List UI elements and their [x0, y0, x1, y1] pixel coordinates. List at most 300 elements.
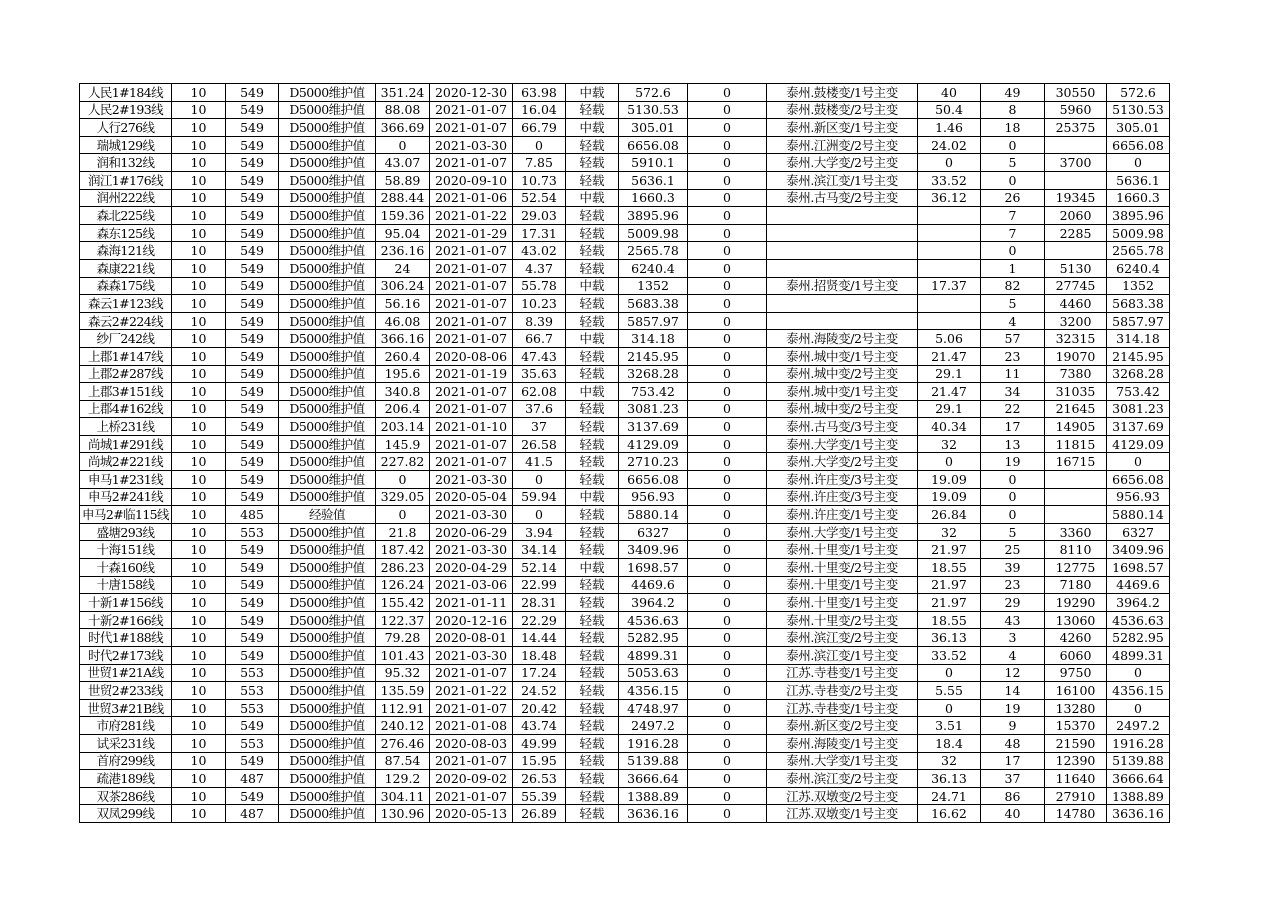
cell-main-transformer: 泰州.十里变/1号主变	[767, 576, 918, 594]
cell-available-capacity: 2497.2	[619, 717, 688, 735]
cell-value-zero: 0	[688, 770, 767, 788]
cell-record-date: 2021-01-07	[430, 259, 513, 277]
cell-value-zero: 0	[688, 347, 767, 365]
cell-value-zero: 0	[688, 682, 767, 700]
cell-transformer-rate: 17.37	[918, 277, 981, 295]
cell-rated-current: 549	[226, 207, 279, 225]
cell-available-capacity: 5139.88	[619, 752, 688, 770]
cell-load-rate: 0	[513, 471, 566, 489]
cell-user-count: 86	[981, 787, 1045, 805]
table-row	[80, 435, 1170, 453]
cell-line-name: 十新2#166线	[80, 611, 172, 629]
cell-rated-current: 549	[226, 154, 279, 172]
cell-load-status: 轻载	[566, 347, 619, 365]
cell-load-current: 206.4	[376, 400, 430, 418]
cell-transformer-rate: 36.13	[918, 770, 981, 788]
cell-load-status: 轻载	[566, 435, 619, 453]
cell-line-name: 人民1#184线	[80, 84, 172, 102]
cell-available-capacity: 4356.15	[619, 682, 688, 700]
cell-line-name: 纱厂242线	[80, 330, 172, 348]
cell-remaining-capacity: 3268.28	[1107, 365, 1170, 383]
cell-data-source: D5000维护值	[279, 242, 376, 260]
cell-remaining-capacity: 5880.14	[1107, 506, 1170, 524]
cell-transformer-rate: 18.4	[918, 734, 981, 752]
cell-user-count: 57	[981, 330, 1045, 348]
cell-load-current: 366.16	[376, 330, 430, 348]
cell-user-count: 5	[981, 295, 1045, 313]
cell-load-status: 轻载	[566, 611, 619, 629]
cell-capacity: 5130	[1045, 259, 1107, 277]
cell-load-current: 340.8	[376, 383, 430, 401]
cell-record-date: 2021-01-07	[430, 312, 513, 330]
cell-rated-current: 553	[226, 699, 279, 717]
cell-load-current: 101.43	[376, 647, 430, 665]
cell-load-status: 轻载	[566, 541, 619, 559]
cell-rated-current: 549	[226, 647, 279, 665]
cell-line-name: 森东125线	[80, 224, 172, 242]
cell-transformer-rate: 40.34	[918, 418, 981, 436]
cell-remaining-capacity: 3636.16	[1107, 805, 1170, 823]
cell-capacity: 25375	[1045, 119, 1107, 137]
cell-user-count: 23	[981, 576, 1045, 594]
cell-data-source: D5000维护值	[279, 259, 376, 277]
table-row	[80, 717, 1170, 735]
cell-load-rate: 59.94	[513, 488, 566, 506]
cell-main-transformer	[767, 224, 918, 242]
cell-available-capacity: 2145.95	[619, 347, 688, 365]
cell-main-transformer: 泰州.城中变/2号主变	[767, 365, 918, 383]
cell-load-status: 轻载	[566, 770, 619, 788]
cell-record-date: 2020-08-03	[430, 734, 513, 752]
cell-available-capacity: 4469.6	[619, 576, 688, 594]
cell-load-current: 43.07	[376, 154, 430, 172]
cell-record-date: 2021-03-30	[430, 471, 513, 489]
cell-load-rate: 49.99	[513, 734, 566, 752]
cell-voltage: 10	[172, 365, 226, 383]
cell-line-name: 十森160线	[80, 559, 172, 577]
cell-record-date: 2021-03-30	[430, 647, 513, 665]
cell-line-name: 时代1#188线	[80, 629, 172, 647]
cell-load-rate: 66.79	[513, 119, 566, 137]
cell-remaining-capacity: 305.01	[1107, 119, 1170, 137]
cell-rated-current: 549	[226, 119, 279, 137]
cell-record-date: 2021-01-07	[430, 101, 513, 119]
cell-available-capacity: 5636.1	[619, 171, 688, 189]
cell-load-rate: 0	[513, 136, 566, 154]
cell-line-name: 十唐158线	[80, 576, 172, 594]
cell-remaining-capacity: 6240.4	[1107, 259, 1170, 277]
cell-main-transformer: 江苏.双墩变/2号主变	[767, 787, 918, 805]
cell-available-capacity: 3081.23	[619, 400, 688, 418]
cell-value-zero: 0	[688, 611, 767, 629]
cell-load-rate: 35.63	[513, 365, 566, 383]
cell-load-status: 中载	[566, 189, 619, 207]
cell-user-count: 82	[981, 277, 1045, 295]
cell-load-current: 130.96	[376, 805, 430, 823]
cell-load-current: 366.69	[376, 119, 430, 137]
cell-load-current: 203.14	[376, 418, 430, 436]
cell-voltage: 10	[172, 541, 226, 559]
cell-available-capacity: 753.42	[619, 383, 688, 401]
cell-rated-current: 549	[226, 189, 279, 207]
cell-record-date: 2021-03-06	[430, 576, 513, 594]
cell-value-zero: 0	[688, 242, 767, 260]
cell-rated-current: 549	[226, 171, 279, 189]
cell-voltage: 10	[172, 277, 226, 295]
cell-capacity: 31035	[1045, 383, 1107, 401]
cell-remaining-capacity: 5636.1	[1107, 171, 1170, 189]
cell-load-status: 中载	[566, 84, 619, 102]
cell-voltage: 10	[172, 242, 226, 260]
cell-data-source: 经验值	[279, 506, 376, 524]
cell-user-count: 8	[981, 101, 1045, 119]
cell-transformer-rate: 21.97	[918, 541, 981, 559]
cell-load-rate: 10.73	[513, 171, 566, 189]
table-row	[80, 752, 1170, 770]
cell-available-capacity: 305.01	[619, 119, 688, 137]
cell-record-date: 2021-01-07	[430, 699, 513, 717]
cell-data-source: D5000维护值	[279, 207, 376, 225]
cell-main-transformer: 泰州.新区变/1号主变	[767, 119, 918, 137]
cell-user-count: 13	[981, 435, 1045, 453]
cell-load-rate: 22.99	[513, 576, 566, 594]
table-row	[80, 84, 1170, 102]
cell-line-name: 森北225线	[80, 207, 172, 225]
cell-line-name: 十海151线	[80, 541, 172, 559]
cell-line-name: 市府281线	[80, 717, 172, 735]
cell-capacity: 2060	[1045, 207, 1107, 225]
cell-record-date: 2021-01-22	[430, 207, 513, 225]
cell-available-capacity: 5683.38	[619, 295, 688, 313]
cell-user-count: 11	[981, 365, 1045, 383]
table-row	[80, 207, 1170, 225]
cell-value-zero: 0	[688, 453, 767, 471]
cell-line-name: 森康221线	[80, 259, 172, 277]
cell-remaining-capacity: 314.18	[1107, 330, 1170, 348]
cell-user-count: 7	[981, 224, 1045, 242]
cell-load-rate: 55.78	[513, 277, 566, 295]
cell-voltage: 10	[172, 400, 226, 418]
cell-data-source: D5000维护值	[279, 523, 376, 541]
cell-load-status: 轻载	[566, 101, 619, 119]
cell-user-count: 3	[981, 629, 1045, 647]
table-row	[80, 506, 1170, 524]
cell-user-count: 0	[981, 171, 1045, 189]
cell-data-source: D5000维护值	[279, 171, 376, 189]
cell-record-date: 2021-01-07	[430, 277, 513, 295]
cell-line-name: 试采231线	[80, 734, 172, 752]
cell-rated-current: 553	[226, 734, 279, 752]
cell-available-capacity: 3895.96	[619, 207, 688, 225]
cell-data-source: D5000维护值	[279, 154, 376, 172]
cell-line-name: 申马1#231线	[80, 471, 172, 489]
cell-capacity: 21590	[1045, 734, 1107, 752]
table-body	[80, 84, 1170, 823]
cell-load-rate: 10.23	[513, 295, 566, 313]
cell-record-date: 2021-03-30	[430, 541, 513, 559]
cell-capacity: 2285	[1045, 224, 1107, 242]
cell-load-status: 中载	[566, 119, 619, 137]
cell-load-status: 轻载	[566, 224, 619, 242]
cell-load-current: 122.37	[376, 611, 430, 629]
cell-capacity: 8110	[1045, 541, 1107, 559]
cell-capacity: 3360	[1045, 523, 1107, 541]
cell-available-capacity: 314.18	[619, 330, 688, 348]
cell-main-transformer: 泰州.许庄变/3号主变	[767, 488, 918, 506]
cell-load-status: 中载	[566, 559, 619, 577]
cell-rated-current: 549	[226, 594, 279, 612]
cell-load-current: 155.42	[376, 594, 430, 612]
cell-data-source: D5000维护值	[279, 717, 376, 735]
cell-main-transformer: 泰州.滨江变/2号主变	[767, 629, 918, 647]
cell-load-status: 轻载	[566, 805, 619, 823]
cell-remaining-capacity: 5009.98	[1107, 224, 1170, 242]
cell-capacity: 21645	[1045, 400, 1107, 418]
cell-load-current: 260.4	[376, 347, 430, 365]
cell-available-capacity: 1352	[619, 277, 688, 295]
cell-available-capacity: 3666.64	[619, 770, 688, 788]
cell-remaining-capacity: 2497.2	[1107, 717, 1170, 735]
cell-main-transformer: 泰州.大学变/1号主变	[767, 435, 918, 453]
cell-line-name: 十新1#156线	[80, 594, 172, 612]
cell-data-source: D5000维护值	[279, 453, 376, 471]
cell-load-rate: 52.54	[513, 189, 566, 207]
cell-available-capacity: 4129.09	[619, 435, 688, 453]
cell-voltage: 10	[172, 717, 226, 735]
cell-rated-current: 549	[226, 418, 279, 436]
cell-load-status: 轻载	[566, 154, 619, 172]
cell-value-zero: 0	[688, 383, 767, 401]
cell-load-rate: 22.29	[513, 611, 566, 629]
cell-available-capacity: 3409.96	[619, 541, 688, 559]
cell-capacity: 30550	[1045, 84, 1107, 102]
cell-transformer-rate: 0	[918, 154, 981, 172]
cell-voltage: 10	[172, 471, 226, 489]
cell-main-transformer: 泰州.十里变/1号主变	[767, 541, 918, 559]
cell-user-count: 0	[981, 471, 1045, 489]
cell-load-current: 0	[376, 136, 430, 154]
cell-line-name: 上郡2#287线	[80, 365, 172, 383]
cell-data-source: D5000维护值	[279, 119, 376, 137]
table-row	[80, 453, 1170, 471]
cell-capacity: 13060	[1045, 611, 1107, 629]
cell-load-rate: 52.14	[513, 559, 566, 577]
cell-main-transformer: 泰州.滨江变/1号主变	[767, 171, 918, 189]
cell-value-zero: 0	[688, 330, 767, 348]
cell-line-name: 申马2#241线	[80, 488, 172, 506]
cell-voltage: 10	[172, 418, 226, 436]
cell-main-transformer	[767, 312, 918, 330]
cell-user-count: 43	[981, 611, 1045, 629]
cell-record-date: 2021-01-07	[430, 242, 513, 260]
cell-line-name: 双凤299线	[80, 805, 172, 823]
cell-voltage: 10	[172, 136, 226, 154]
table-row	[80, 471, 1170, 489]
cell-load-rate: 29.03	[513, 207, 566, 225]
cell-transformer-rate: 24.02	[918, 136, 981, 154]
cell-remaining-capacity: 3666.64	[1107, 770, 1170, 788]
cell-available-capacity: 5282.95	[619, 629, 688, 647]
cell-main-transformer: 江苏.寺巷变/2号主变	[767, 682, 918, 700]
cell-main-transformer: 泰州.海陵变/2号主变	[767, 330, 918, 348]
cell-capacity	[1045, 242, 1107, 260]
cell-record-date: 2021-01-07	[430, 295, 513, 313]
table-row	[80, 101, 1170, 119]
cell-voltage: 10	[172, 682, 226, 700]
cell-transformer-rate: 26.84	[918, 506, 981, 524]
cell-record-date: 2020-08-01	[430, 629, 513, 647]
cell-transformer-rate: 18.55	[918, 559, 981, 577]
cell-load-rate: 55.39	[513, 787, 566, 805]
cell-rated-current: 549	[226, 365, 279, 383]
cell-capacity: 27745	[1045, 277, 1107, 295]
cell-transformer-rate: 21.47	[918, 347, 981, 365]
cell-capacity	[1045, 171, 1107, 189]
cell-voltage: 10	[172, 506, 226, 524]
table-row	[80, 189, 1170, 207]
cell-line-name: 世贸2#233线	[80, 682, 172, 700]
cell-rated-current: 549	[226, 330, 279, 348]
cell-data-source: D5000维护值	[279, 611, 376, 629]
cell-voltage: 10	[172, 629, 226, 647]
cell-line-name: 申马2#临115线	[80, 506, 172, 524]
cell-value-zero: 0	[688, 295, 767, 313]
cell-capacity: 19345	[1045, 189, 1107, 207]
cell-data-source: D5000维护值	[279, 101, 376, 119]
cell-load-rate: 62.08	[513, 383, 566, 401]
cell-load-status: 轻载	[566, 699, 619, 717]
table-row	[80, 559, 1170, 577]
cell-remaining-capacity: 1916.28	[1107, 734, 1170, 752]
cell-value-zero: 0	[688, 787, 767, 805]
cell-load-current: 56.16	[376, 295, 430, 313]
cell-record-date: 2020-04-29	[430, 559, 513, 577]
cell-remaining-capacity: 3964.2	[1107, 594, 1170, 612]
table-row	[80, 418, 1170, 436]
cell-load-rate: 4.37	[513, 259, 566, 277]
cell-line-name: 双茶286线	[80, 787, 172, 805]
cell-load-status: 轻载	[566, 259, 619, 277]
cell-available-capacity: 4899.31	[619, 647, 688, 665]
cell-remaining-capacity: 4129.09	[1107, 435, 1170, 453]
cell-main-transformer	[767, 295, 918, 313]
cell-value-zero: 0	[688, 594, 767, 612]
cell-transformer-rate: 36.12	[918, 189, 981, 207]
cell-user-count: 19	[981, 453, 1045, 471]
cell-capacity: 12390	[1045, 752, 1107, 770]
cell-load-status: 轻载	[566, 171, 619, 189]
cell-record-date: 2020-12-30	[430, 84, 513, 102]
cell-remaining-capacity: 3409.96	[1107, 541, 1170, 559]
cell-remaining-capacity: 3137.69	[1107, 418, 1170, 436]
cell-load-current: 79.28	[376, 629, 430, 647]
cell-transformer-rate: 29.1	[918, 365, 981, 383]
cell-voltage: 10	[172, 523, 226, 541]
cell-rated-current: 487	[226, 805, 279, 823]
cell-transformer-rate: 21.47	[918, 383, 981, 401]
table-row	[80, 224, 1170, 242]
cell-load-current: 126.24	[376, 576, 430, 594]
cell-transformer-rate	[918, 242, 981, 260]
cell-value-zero: 0	[688, 559, 767, 577]
cell-load-rate: 20.42	[513, 699, 566, 717]
cell-load-status: 轻载	[566, 418, 619, 436]
cell-voltage: 10	[172, 664, 226, 682]
cell-user-count: 26	[981, 189, 1045, 207]
cell-load-current: 88.08	[376, 101, 430, 119]
cell-rated-current: 549	[226, 295, 279, 313]
cell-rated-current: 549	[226, 277, 279, 295]
cell-voltage: 10	[172, 330, 226, 348]
cell-load-status: 轻载	[566, 400, 619, 418]
cell-capacity: 9750	[1045, 664, 1107, 682]
cell-line-name: 润江1#176线	[80, 171, 172, 189]
cell-value-zero: 0	[688, 435, 767, 453]
cell-user-count: 5	[981, 154, 1045, 172]
cell-available-capacity: 4748.97	[619, 699, 688, 717]
cell-rated-current: 549	[226, 400, 279, 418]
cell-line-name: 森云2#224线	[80, 312, 172, 330]
cell-load-status: 轻载	[566, 752, 619, 770]
cell-voltage: 10	[172, 259, 226, 277]
cell-value-zero: 0	[688, 647, 767, 665]
cell-main-transformer: 泰州.招贤变/1号主变	[767, 277, 918, 295]
cell-load-rate: 63.98	[513, 84, 566, 102]
cell-value-zero: 0	[688, 224, 767, 242]
cell-main-transformer: 江苏.双墩变/1号主变	[767, 805, 918, 823]
cell-remaining-capacity: 5683.38	[1107, 295, 1170, 313]
cell-line-name: 上郡1#147线	[80, 347, 172, 365]
cell-load-current: 129.2	[376, 770, 430, 788]
cell-main-transformer: 泰州.古马变/2号主变	[767, 189, 918, 207]
cell-capacity: 19070	[1045, 347, 1107, 365]
table-row	[80, 119, 1170, 137]
cell-load-status: 轻载	[566, 365, 619, 383]
cell-data-source: D5000维护值	[279, 664, 376, 682]
cell-record-date: 2021-01-07	[430, 154, 513, 172]
cell-voltage: 10	[172, 699, 226, 717]
cell-available-capacity: 2565.78	[619, 242, 688, 260]
cell-rated-current: 549	[226, 471, 279, 489]
cell-load-rate: 14.44	[513, 629, 566, 647]
cell-value-zero: 0	[688, 541, 767, 559]
cell-data-source: D5000维护值	[279, 752, 376, 770]
cell-line-name: 疏港189线	[80, 770, 172, 788]
cell-user-count: 37	[981, 770, 1045, 788]
cell-rated-current: 549	[226, 312, 279, 330]
cell-data-source: D5000维护值	[279, 734, 376, 752]
cell-user-count: 34	[981, 383, 1045, 401]
cell-voltage: 10	[172, 559, 226, 577]
cell-transformer-rate: 21.97	[918, 576, 981, 594]
cell-line-name: 人行276线	[80, 119, 172, 137]
cell-record-date: 2021-01-10	[430, 418, 513, 436]
cell-load-current: 21.8	[376, 523, 430, 541]
cell-voltage: 10	[172, 576, 226, 594]
table-row	[80, 523, 1170, 541]
cell-load-current: 351.24	[376, 84, 430, 102]
cell-transformer-rate: 32	[918, 435, 981, 453]
cell-remaining-capacity: 1388.89	[1107, 787, 1170, 805]
cell-data-source: D5000维护值	[279, 295, 376, 313]
cell-value-zero: 0	[688, 523, 767, 541]
table-row	[80, 383, 1170, 401]
cell-load-current: 236.16	[376, 242, 430, 260]
cell-remaining-capacity: 4536.63	[1107, 611, 1170, 629]
cell-data-source: D5000维护值	[279, 277, 376, 295]
cell-value-zero: 0	[688, 400, 767, 418]
table-row	[80, 488, 1170, 506]
